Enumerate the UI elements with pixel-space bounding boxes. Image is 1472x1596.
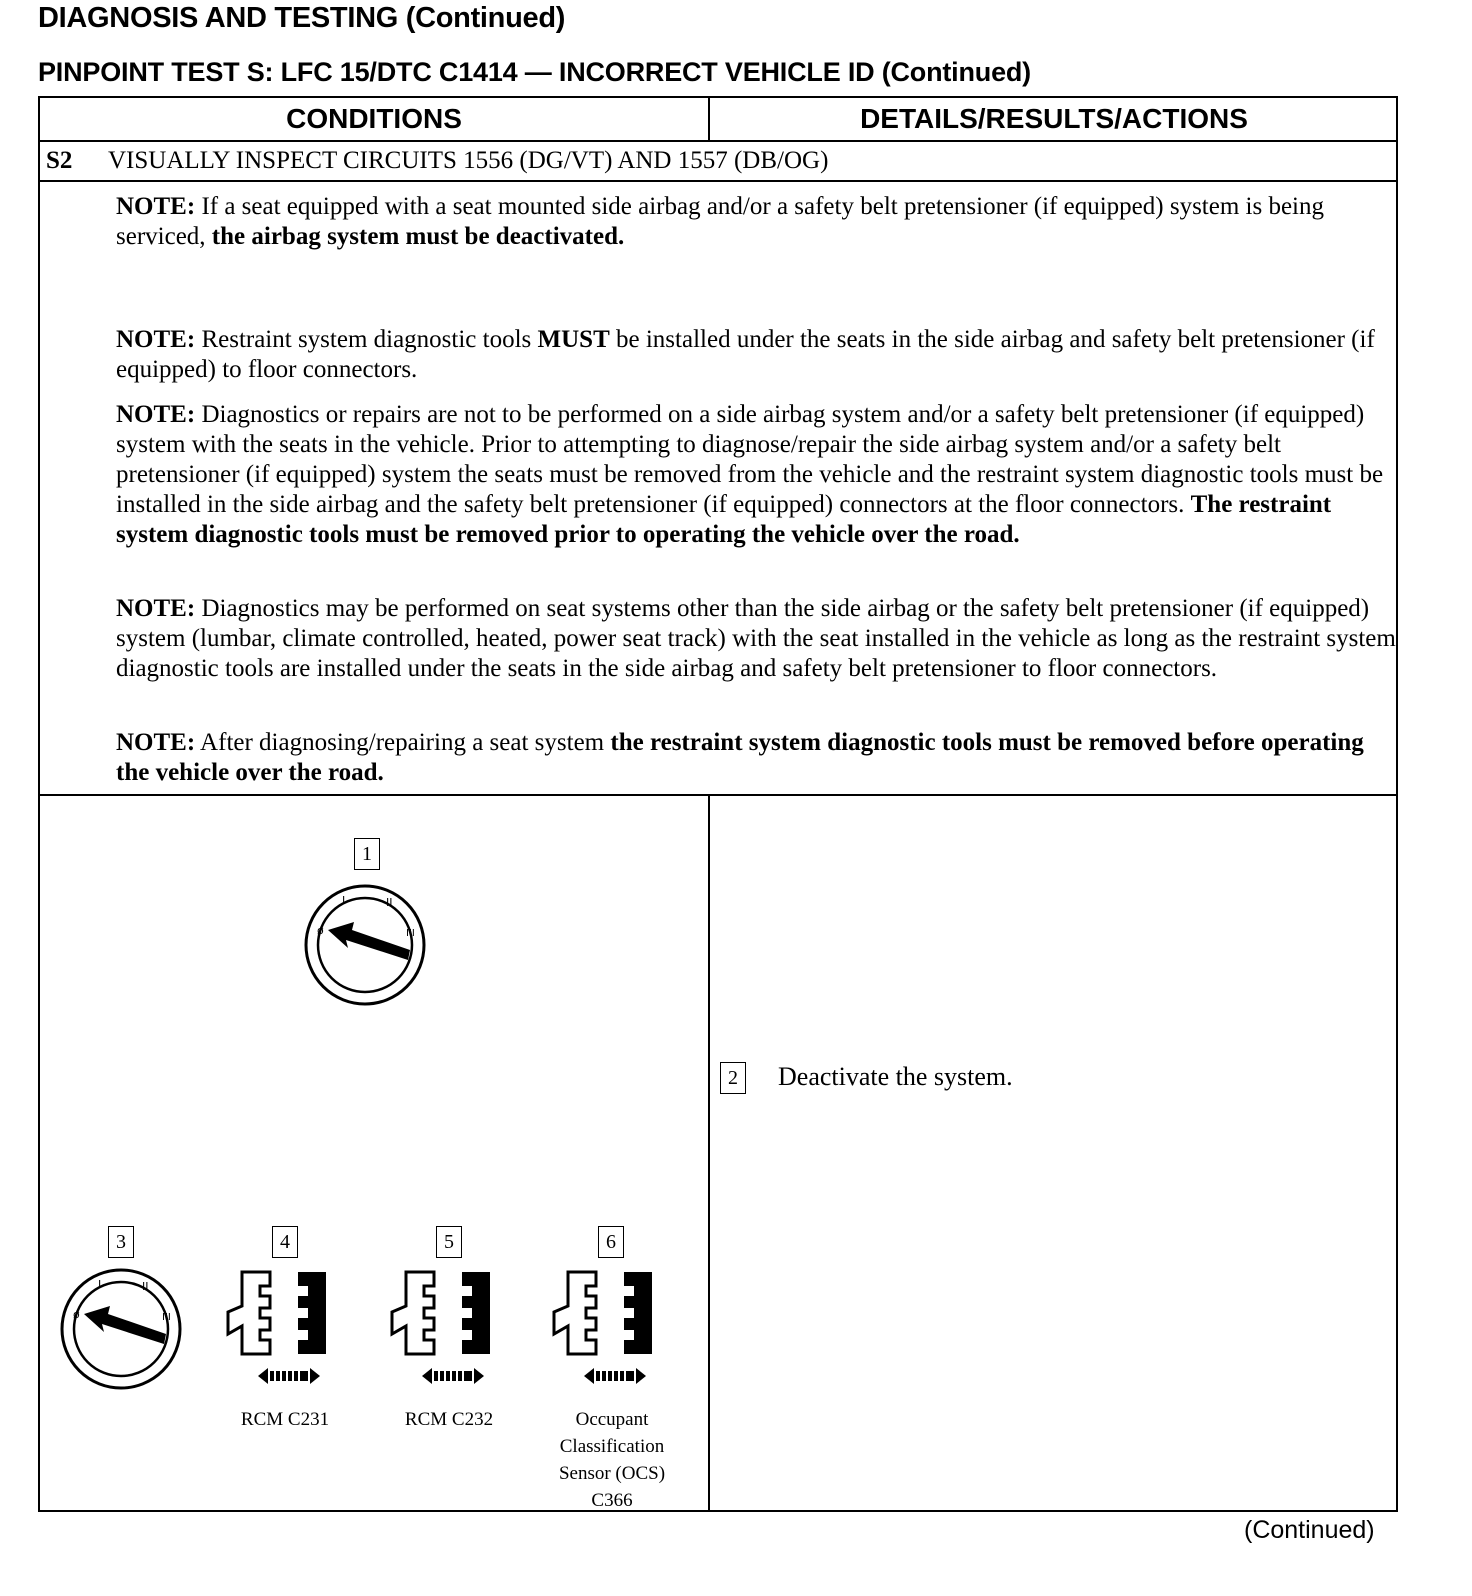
- note-diagnostic-tools: NOTE: Restraint system diagnostic tools MUST be installed under the seats in the side airbag and safety belt pretensioner (if equipped) to floor connectors.: [116, 326, 1375, 383]
- connector-disconnect-icon: [386, 1270, 512, 1388]
- svg-text:ø: ø: [317, 924, 324, 937]
- note-seats-removed: NOTE: Diagnostics or repairs are not to be performed on a side airbag system and/or a safety belt pretensioner (if equipped) system with the seats in the vehicle. Prior to attempting to diagnose/repair the side airbag system and/or a safety belt pretensioner (if equipped) system the seats must be removed from the vehicle and the restraint system diagnostic tools must be installed in the side airbag and the safety belt pretensioner (if equipped) connectors at the floor connectors. The restraint system diagnostic tools must be removed prior to operating the vehicle over the road.: [116, 401, 1384, 548]
- pinpoint-test-title: PINPOINT TEST S: LFC 15/DTC C1414 — INCORRECT VEHICLE ID (Continued): [38, 57, 1031, 87]
- callout-4: 4: [272, 1226, 298, 1258]
- svg-text:III: III: [406, 928, 415, 939]
- continued-footer: (Continued): [1244, 1516, 1375, 1544]
- pinpoint-test-table: [38, 96, 1398, 1512]
- callout-6: 6: [598, 1226, 624, 1258]
- note-other-seat-systems: NOTE: Diagnostics may be performed on seat systems other than the side airbag or the safety belt pretensioner (if equipped) system (lumbar, climate controlled, heated, power seat track) with the seat installed in the vehicle as long as the restraint system diagnostic tools are installed under the seats in the side airbag and safety belt pretensioner to floor connectors.: [116, 595, 1396, 682]
- note-after-repair: NOTE: After diagnosing/repairing a seat system the restraint system diagnostic tools must be removed before operating the vehicle over the road.: [116, 729, 1364, 786]
- connector-label-rcm-c232: RCM C232: [404, 1409, 494, 1430]
- svg-text:I: I: [98, 1278, 102, 1291]
- svg-text:ø: ø: [73, 1308, 80, 1321]
- row-divider: [40, 794, 1396, 796]
- callout-3: 3: [108, 1226, 134, 1258]
- connector-label-ocs-c366: Occupant Classification Sensor (OCS) C366: [558, 1409, 666, 1511]
- ignition-switch-icon: [302, 882, 428, 1008]
- column-divider: [708, 796, 710, 1512]
- svg-text:II: II: [386, 896, 393, 909]
- step-title: VISUALLY INSPECT CIRCUITS 1556 (DG/VT) AND 1557 (DB/OG): [108, 147, 829, 174]
- svg-text:I: I: [342, 894, 346, 907]
- row-divider: [40, 180, 1396, 182]
- callout-1: 1: [354, 838, 380, 870]
- step-row: [40, 142, 1396, 180]
- callout-2: 2: [720, 1062, 746, 1094]
- svg-text:III: III: [162, 1312, 171, 1323]
- connector-label-rcm-c231: RCM C231: [240, 1409, 330, 1430]
- column-header-conditions: CONDITIONS: [286, 103, 462, 134]
- page-title: DIAGNOSIS AND TESTING (Continued): [38, 2, 566, 34]
- note-deactivate-airbag: NOTE: If a seat equipped with a seat mounted side airbag and/or a safety belt pretensioner (if equipped) system is being serviced, the airbag system must be deactivated.: [116, 193, 1324, 250]
- callout-5: 5: [436, 1226, 462, 1258]
- action-text: Deactivate the system.: [778, 1062, 1013, 1091]
- svg-text:II: II: [142, 1280, 149, 1293]
- ignition-switch-icon: [58, 1266, 184, 1392]
- column-header-details: DETAILS/RESULTS/ACTIONS: [860, 103, 1248, 134]
- step-number: S2: [46, 147, 73, 174]
- connector-disconnect-icon: [548, 1270, 674, 1388]
- connector-disconnect-icon: [222, 1270, 348, 1388]
